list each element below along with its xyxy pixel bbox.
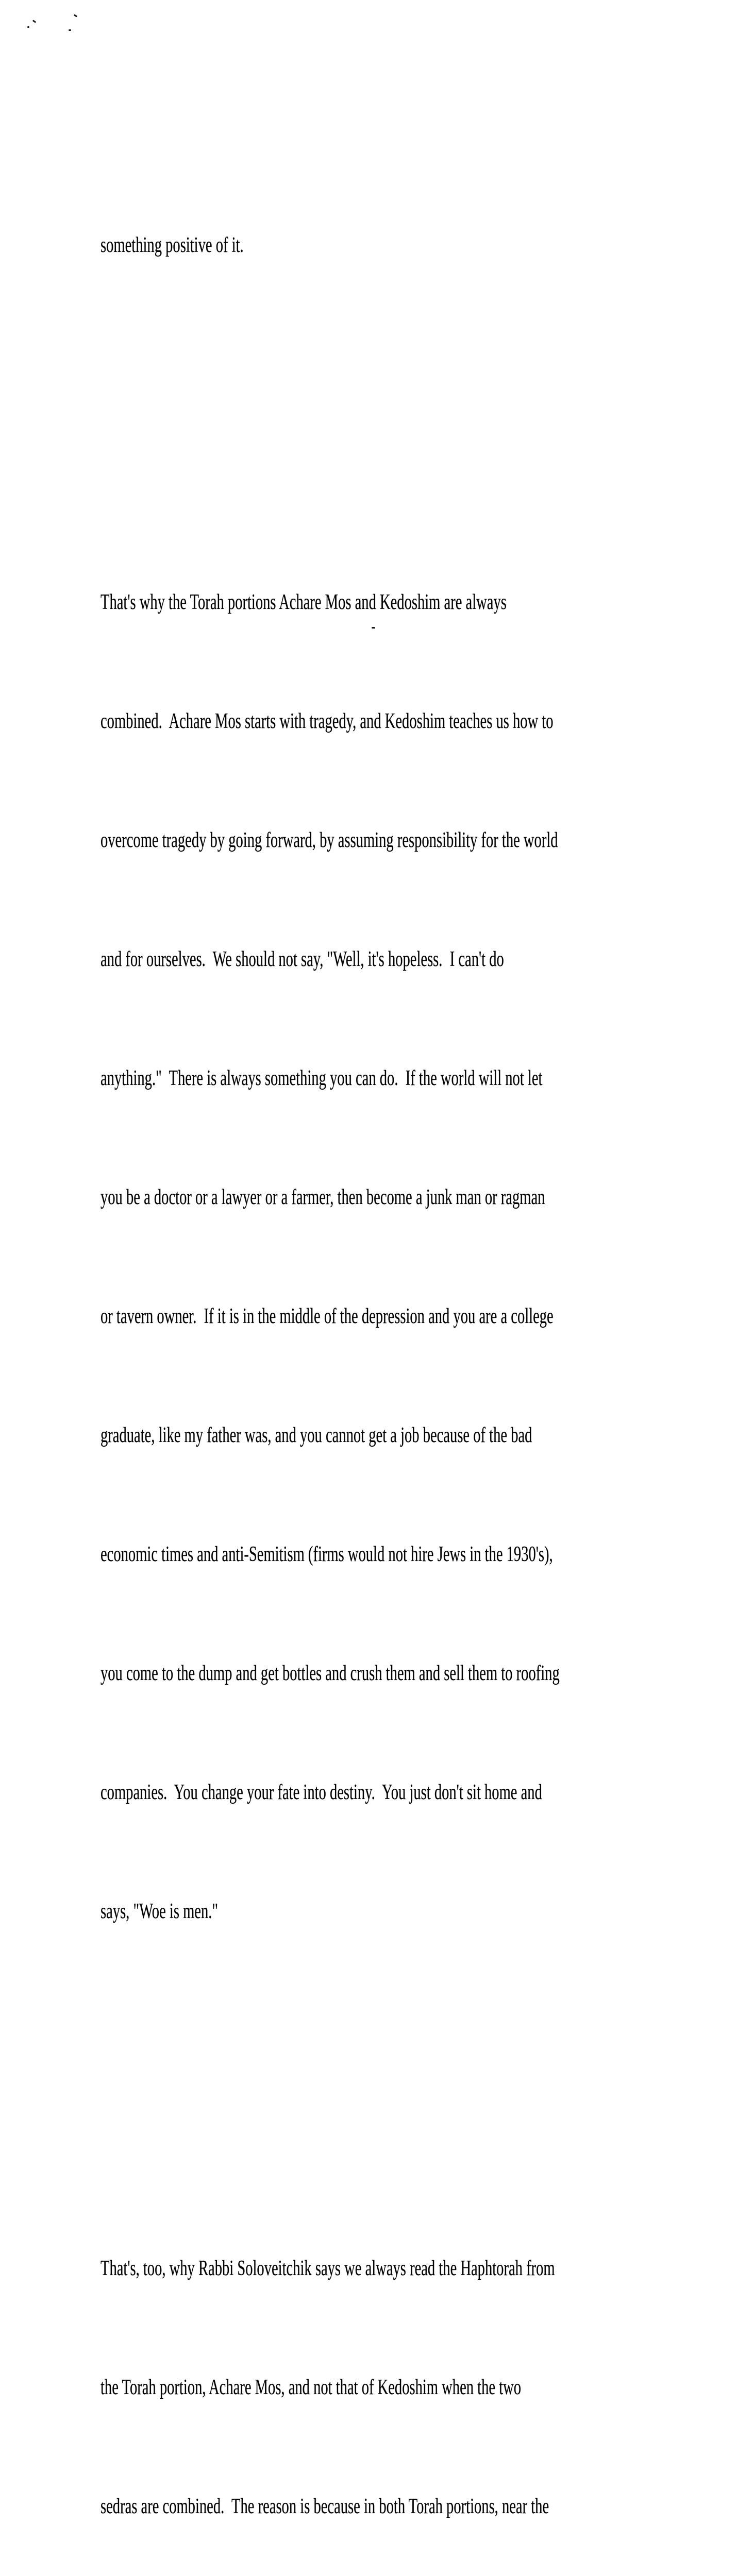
paragraph-gap bbox=[100, 384, 560, 424]
scan-artifact-speck bbox=[69, 29, 71, 31]
text-line: companies. You change your fate into destiny. You just don't sit home and bbox=[100, 1781, 542, 1804]
document-body-text bbox=[100, 67, 560, 2576]
text-line: combined. Achare Mos starts with tragedy, and Kedoshim teaches us how to bbox=[100, 709, 554, 733]
text-line: economic times and anti-Semitism (firms would not hire Jews in the 1930's), bbox=[100, 1543, 553, 1566]
paragraph-gap bbox=[100, 2050, 560, 2090]
text-line: or tavern owner. If it is in the middle of the depression and you are a college bbox=[100, 1304, 554, 1328]
text-line: That's, too, why Rabbi Soloveitchik says we always read the Haphtorah from bbox=[100, 2257, 555, 2280]
scan-artifact-speck bbox=[74, 14, 78, 17]
text-line: and for ourselves. We should not say, "Well, it's hopeless. I can't do bbox=[100, 947, 504, 971]
text-line: That's why the Torah portions Achare Mos and Kedoshim are always bbox=[100, 590, 507, 614]
text-line: you be a doctor or a lawyer or a farmer, then become a junk man or ragman bbox=[100, 1185, 545, 1209]
text-line: something positive of it. bbox=[100, 233, 244, 257]
text-line: you come to the dump and get bottles and crush them and sell them to roofing bbox=[100, 1662, 560, 1685]
text-line: anything." There is always something you can do. If the world will not let bbox=[100, 1066, 543, 1090]
scan-artifact-speck bbox=[32, 20, 36, 23]
text-line: overcome tragedy by going forward, by assuming responsibility for the world bbox=[100, 828, 558, 852]
text-line: the Torah portion, Achare Mos, and not that of Kedoshim when the two bbox=[100, 2376, 522, 2399]
text-line: sedras are combined. The reason is because in both Torah portions, near the bbox=[100, 2495, 549, 2518]
text-line: graduate, like my father was, and you cannot get a job because of the bad bbox=[100, 1423, 532, 1447]
scan-artifact-speck bbox=[27, 26, 29, 28]
text-line: says, "Woe is men." bbox=[100, 1900, 219, 1923]
